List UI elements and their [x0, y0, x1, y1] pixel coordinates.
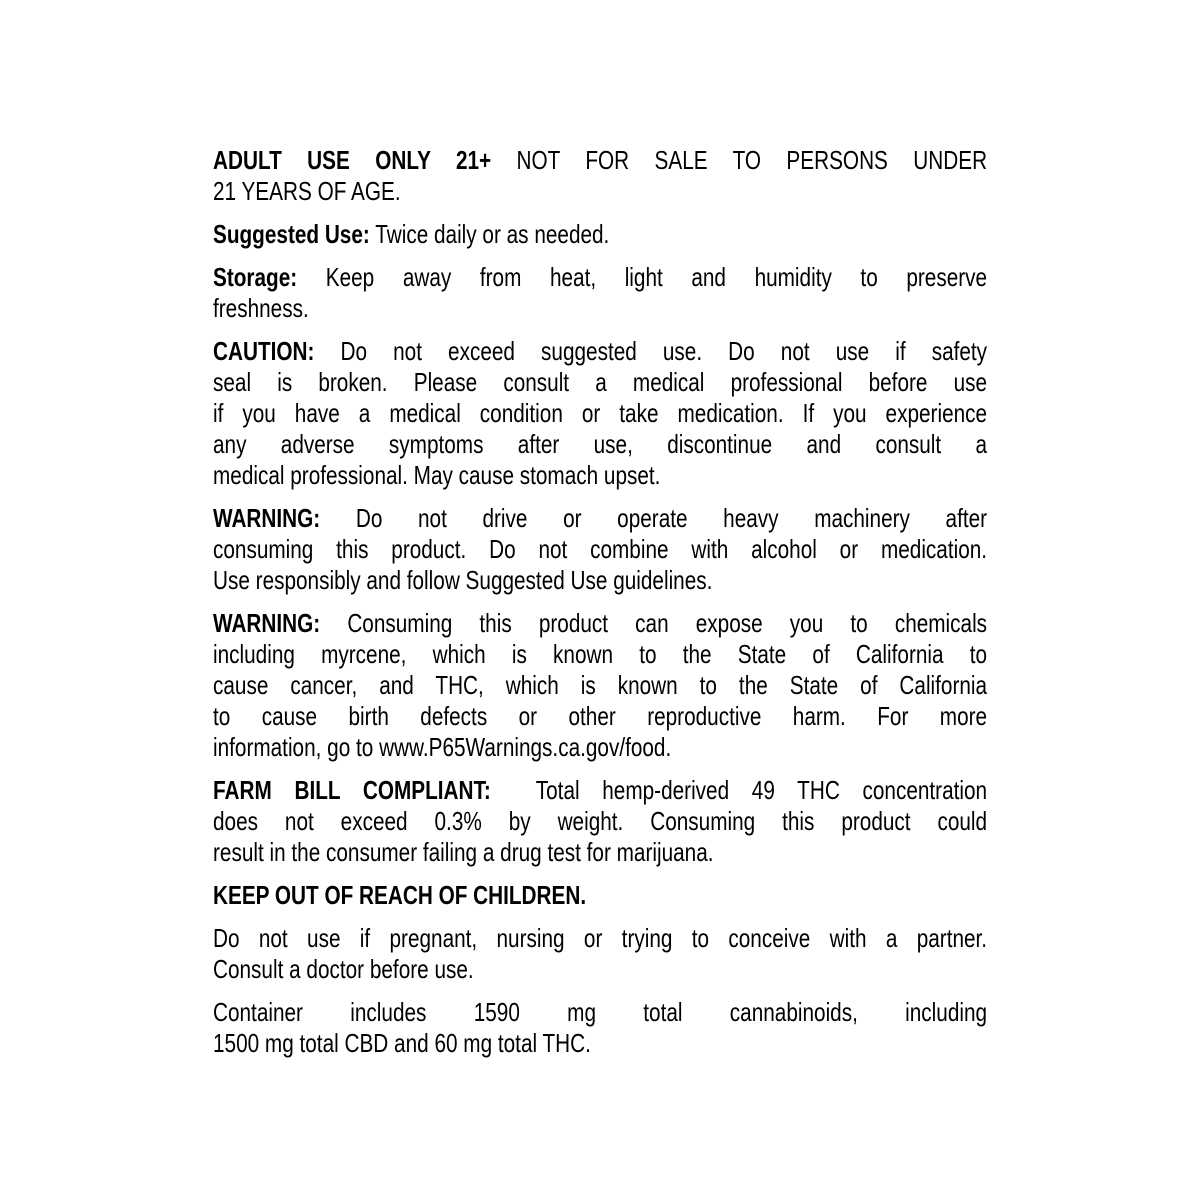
text-line: [213, 503, 987, 534]
body-text: Do not drive or operate heavy machinery after: [320, 503, 988, 533]
text-line: [213, 837, 987, 868]
paragraph-cannabinoid-content: [213, 997, 987, 1059]
body-text: 21 YEARS OF AGE.: [213, 176, 401, 206]
body-text: consuming this product. Do not combine with alcohol or medication.: [213, 534, 988, 564]
paragraph-storage: [213, 262, 987, 324]
body-text: Use responsibly and follow Suggested Use guidelines.: [213, 565, 713, 595]
text-line: [213, 923, 987, 954]
body-text: any adverse symptoms after use, discontinue and consult a: [213, 429, 988, 459]
paragraph-pregnancy: [213, 923, 987, 985]
text-line: [213, 336, 987, 367]
text-line: [213, 176, 987, 207]
body-text: Twice daily or as needed.: [369, 219, 610, 249]
body-text: Container includes 1590 mg total cannabinoids, including: [213, 997, 988, 1027]
paragraph-suggested-use: [213, 219, 987, 250]
paragraph-adult-use: [213, 145, 987, 207]
body-text: Do not use if pregnant, nursing or trying to conceive with a partner.: [213, 923, 988, 953]
bold-lead-text: Storage:: [213, 262, 298, 292]
text-line: [213, 262, 987, 293]
bold-lead-text: WARNING:: [213, 608, 321, 638]
text-line: [213, 997, 987, 1028]
bold-lead-text: FARM BILL COMPLIANT:: [213, 775, 491, 805]
text-line: [213, 565, 987, 596]
text-line: [213, 293, 987, 324]
bold-lead-text: WARNING:: [213, 503, 321, 533]
body-text: information, go to www.P65Warnings.ca.gov/food.: [213, 732, 672, 762]
body-text: medical professional. May cause stomach upset.: [213, 460, 661, 490]
paragraph-warning-prop65: [213, 608, 987, 763]
text-line: [213, 701, 987, 732]
text-line: [213, 732, 987, 763]
body-text: 1500 mg total CBD and 60 mg total THC.: [213, 1028, 591, 1058]
label-text-block: [213, 145, 987, 1071]
body-text: if you have a medical condition or take medication. If you experience: [213, 398, 988, 428]
text-line: [213, 367, 987, 398]
bold-lead-text: KEEP OUT OF REACH OF CHILDREN.: [213, 880, 587, 910]
body-text: Consuming this product can expose you to chemicals: [320, 608, 988, 638]
paragraph-farm-bill: [213, 775, 987, 868]
bold-lead-text: Suggested Use:: [213, 219, 370, 249]
paragraph-warning-machinery: [213, 503, 987, 596]
body-text: freshness.: [213, 293, 309, 323]
body-text: Do not exceed suggested use. Do not use if safety: [314, 336, 988, 366]
text-line: [213, 639, 987, 670]
body-text: Total hemp-derived 49 THC concentration: [490, 775, 988, 805]
bold-lead-text: CAUTION:: [213, 336, 315, 366]
text-line: [213, 670, 987, 701]
body-text: seal is broken. Please consult a medical professional before use: [213, 367, 988, 397]
text-line: [213, 534, 987, 565]
text-line: [213, 1028, 987, 1059]
text-line: [213, 880, 987, 911]
body-text: does not exceed 0.3% by weight. Consuming this product could: [213, 806, 988, 836]
body-text: NOT FOR SALE TO PERSONS UNDER: [491, 145, 988, 175]
body-text: Consult a doctor before use.: [213, 954, 474, 984]
body-text: cause cancer, and THC, which is known to the State of California: [213, 670, 988, 700]
text-line: [213, 775, 987, 806]
bold-lead-text: ADULT USE ONLY 21+: [213, 145, 492, 175]
body-text: result in the consumer failing a drug test for marijuana.: [213, 837, 714, 867]
text-line: [213, 806, 987, 837]
body-text: to cause birth defects or other reproductive harm. For more: [213, 701, 988, 731]
paragraph-keep-out-of-reach: [213, 880, 987, 911]
text-line: [213, 145, 987, 176]
text-line: [213, 954, 987, 985]
paragraph-caution: [213, 336, 987, 491]
text-line: [213, 219, 987, 250]
text-line: [213, 460, 987, 491]
text-line: [213, 429, 987, 460]
body-text: including myrcene, which is known to the State of California to: [213, 639, 988, 669]
body-text: Keep away from heat, light and humidity to preserve: [297, 262, 988, 292]
text-line: [213, 608, 987, 639]
text-line: [213, 398, 987, 429]
